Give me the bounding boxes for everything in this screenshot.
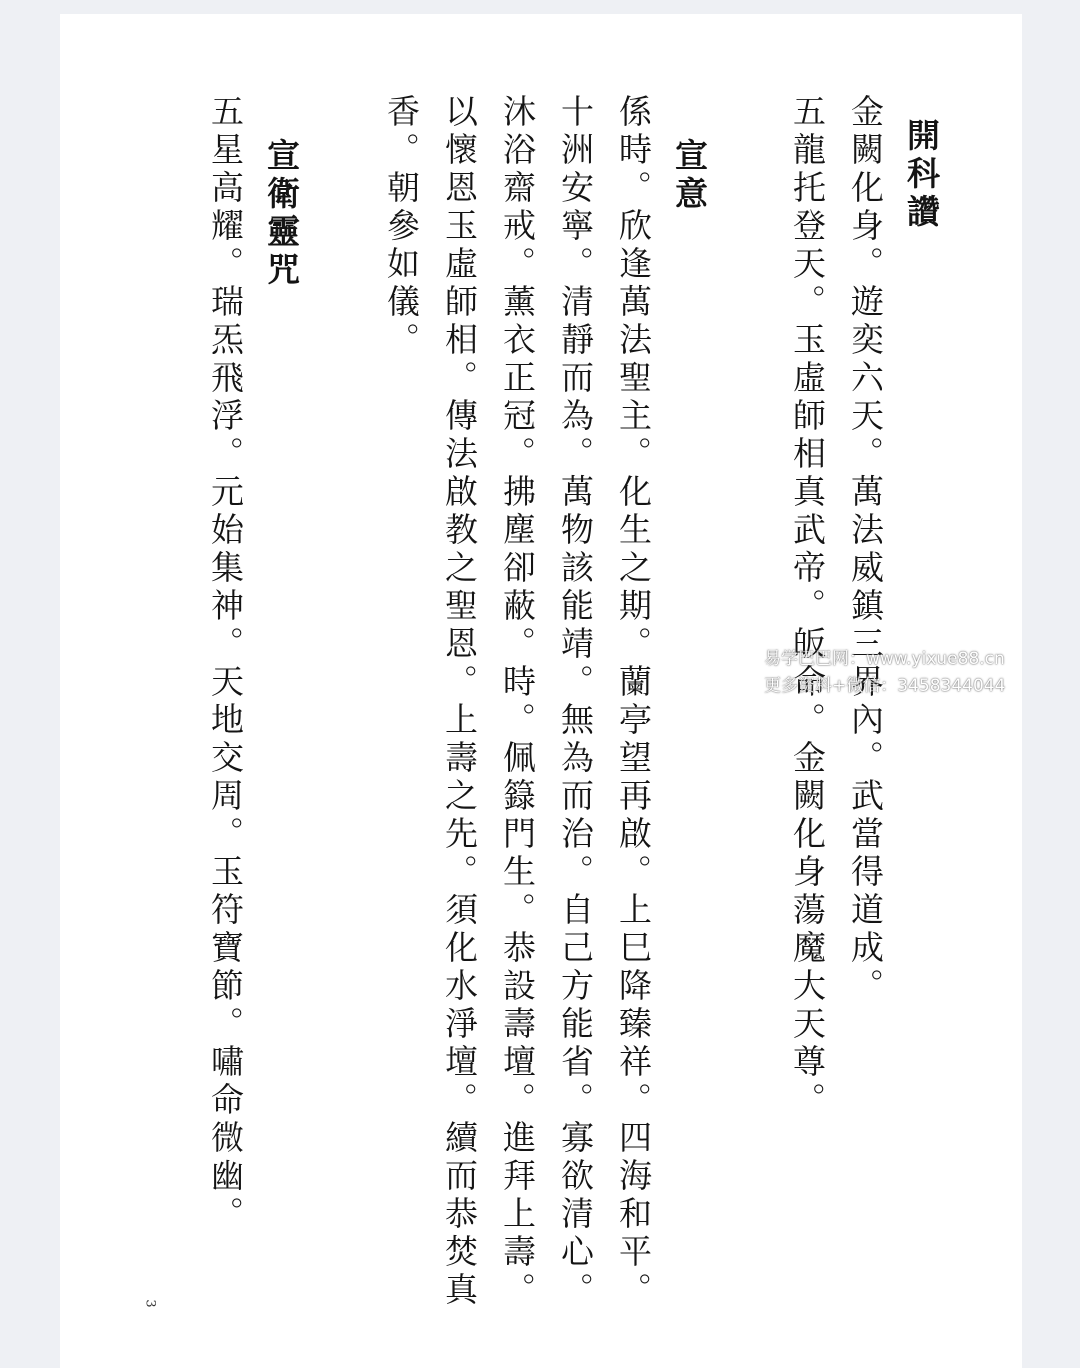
text-column-1: 金闕化身。遊奕六天。萬法威鎮三界內。武當得道成。: [846, 94, 885, 1006]
heading-kaike-zan: 開科讚: [902, 118, 941, 232]
page-number: 3: [142, 1299, 158, 1308]
text-column-4: 十洲安寧。清靜而為。萬物該能靖。無為而治。自己方能省。寡欲清心。: [556, 94, 595, 1310]
heading-xuanwei-lingzhou: 宣衛靈咒: [262, 138, 301, 290]
watermark-line-2: 更多资料+微信：3458344044: [764, 676, 1006, 696]
text-column-8: 五星高耀。瑞炁飛浮。元始集神。天地交周。玉符寶節。嘯命微幽。: [206, 94, 245, 1234]
watermark: [764, 646, 1005, 700]
watermark-line-1: 易学巴巴网：www.yixue88.cn: [764, 649, 1005, 669]
text-column-3: 係時。欣逢萬法聖主。化生之期。蘭亭望再啟。上巳降臻祥。四海和平。: [614, 94, 653, 1310]
text-column-5: 沐浴齋戒。薰衣正冠。拂塵卻蔽。時。佩籙門生。恭設壽壇。進拜上壽。: [498, 94, 537, 1310]
text-column-2: 五龍托登天。玉虛師相真武帝。皈命。金闕化身蕩魔大天尊。: [788, 94, 827, 1120]
heading-xuanyi: 宣意: [670, 138, 709, 214]
text-column-7: 香。朝參如儀。: [382, 94, 421, 360]
text-column-6: 以懷恩玉虛師相。傳法啟教之聖恩。上壽之先。須化水淨壇。續而恭焚真: [440, 94, 479, 1310]
